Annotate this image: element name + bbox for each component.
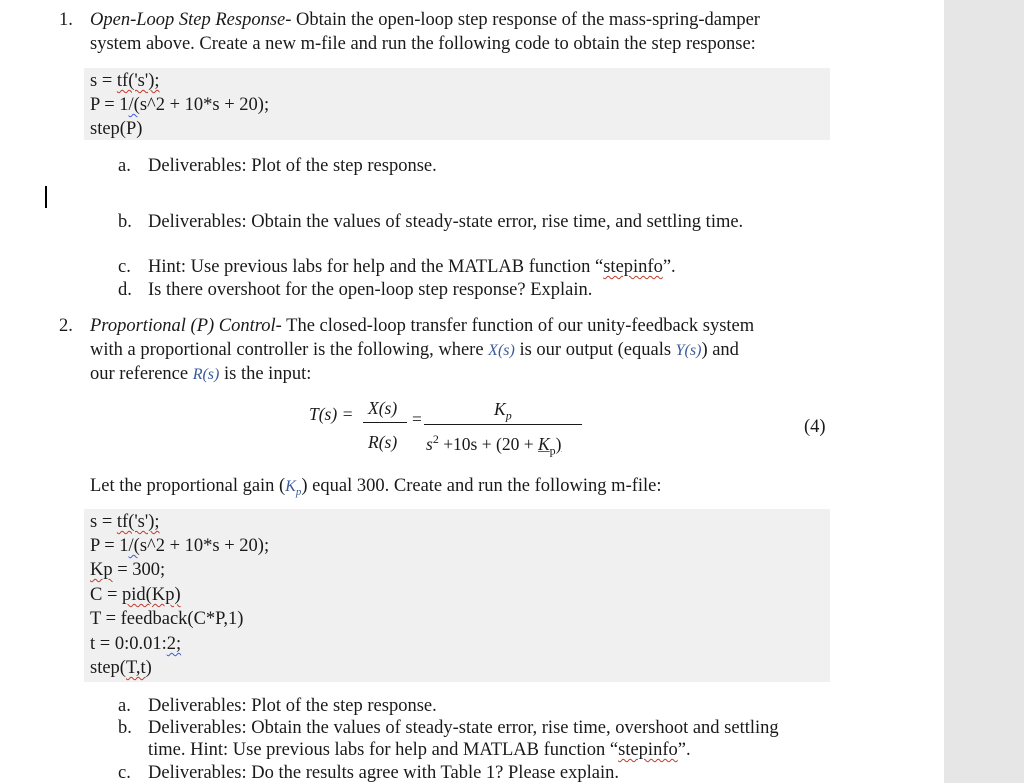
q2-item-c: Deliverables: Do the results agree with Table 1? Please explain.	[148, 763, 619, 783]
q1-number: 1.	[59, 10, 73, 30]
q1-code-line3: step(P)	[90, 119, 143, 139]
page-margin-background	[944, 0, 1024, 783]
q2-item-c-marker: c.	[118, 763, 131, 783]
q2-item-b: Deliverables: Obtain the values of steady-state error, rise time, overshoot and settling	[148, 718, 779, 738]
symbol-r-of-s: R(s)	[192, 366, 220, 383]
q2-item-b-marker: b.	[118, 718, 132, 738]
q2-code-line6: t = 0:0.01:2;	[90, 634, 182, 654]
q1-code-line2: P = 1/(s^2 + 10*s + 20);	[90, 95, 270, 115]
q2-code-line7: step(T,t)	[90, 658, 152, 678]
q2-item-b-cont: time. Hint: Use previous labs for help and MATLAB function “stepinfo”.	[148, 740, 691, 760]
q2-code-line2: P = 1/(s^2 + 10*s + 20);	[90, 536, 270, 556]
eq-den2: $s^2 +10s + (20 + K_p)$	[426, 432, 562, 458]
eq-number: (4)	[804, 417, 826, 437]
q1-code-line1: s = tf('s');	[90, 71, 160, 91]
q1-item-c: Hint: Use previous labs for help and the MATLAB function “stepinfo”.	[148, 257, 676, 277]
q1-heading-line1	[90, 9, 760, 31]
q1-item-b: Deliverables: Obtain the values of steady-state error, rise time, and settling time.	[148, 212, 744, 232]
eq-lhs: T(s) =	[309, 404, 354, 424]
q1-item-d: Is there overshoot for the open-loop step response? Explain.	[148, 280, 593, 300]
text-cursor	[45, 186, 47, 208]
eq-num2: $K_p$	[494, 399, 512, 423]
q1-item-d-marker: d.	[118, 280, 132, 300]
q2-code-line3: Kp = 300;	[90, 560, 166, 580]
symbol-y-of-s: Y(s)	[675, 342, 702, 359]
q1-title: Open-Loop Step Response-	[90, 10, 292, 30]
eq-num1: X(s)	[368, 398, 398, 418]
q2-gain-line: Let the proportional gain $(K_p)$ equal 300. Create and run the following m-file:	[90, 476, 662, 499]
q1-item-c-marker: c.	[118, 257, 131, 277]
symbol-kp: $K_p$	[285, 478, 302, 499]
q2-item-a: Deliverables: Plot of the step response.	[148, 696, 437, 716]
q2-number: 2.	[59, 316, 73, 336]
eq-equals: =	[412, 409, 422, 429]
q2-item-a-marker: a.	[118, 696, 131, 716]
eq-fraction-bar-2	[424, 424, 582, 425]
q2-code-line1: s = tf('s');	[90, 512, 160, 532]
q1-item-a: Deliverables: Plot of the step response.	[148, 156, 437, 176]
q2-line1: The closed-loop transfer function of our unity-feedback system	[281, 316, 755, 336]
symbol-x-of-s: X(s)	[488, 342, 515, 359]
q2-code-line4: C = pid(Kp)	[90, 585, 181, 605]
q1-line1: Obtain the open-loop step response of the mass-spring-damper	[291, 10, 760, 30]
q2-title: Proportional (P) Control-	[90, 316, 282, 336]
q1-line2: system above. Create a new m-file and run the following code to obtain the step response:	[90, 34, 756, 54]
eq-fraction-bar-1	[363, 422, 407, 423]
q2-code-line5: T = feedback(C*P,1)	[90, 609, 244, 629]
q1-item-b-marker: b.	[118, 212, 132, 232]
q2-heading-line1	[90, 315, 754, 337]
q1-item-a-marker: a.	[118, 156, 131, 176]
eq-den1: R(s)	[368, 432, 398, 452]
q2-line2: with a proportional controller is the following, where X(s) is our output (equals Y(s)) and	[90, 340, 739, 360]
q2-line3: our reference R(s) is the input:	[90, 364, 312, 384]
